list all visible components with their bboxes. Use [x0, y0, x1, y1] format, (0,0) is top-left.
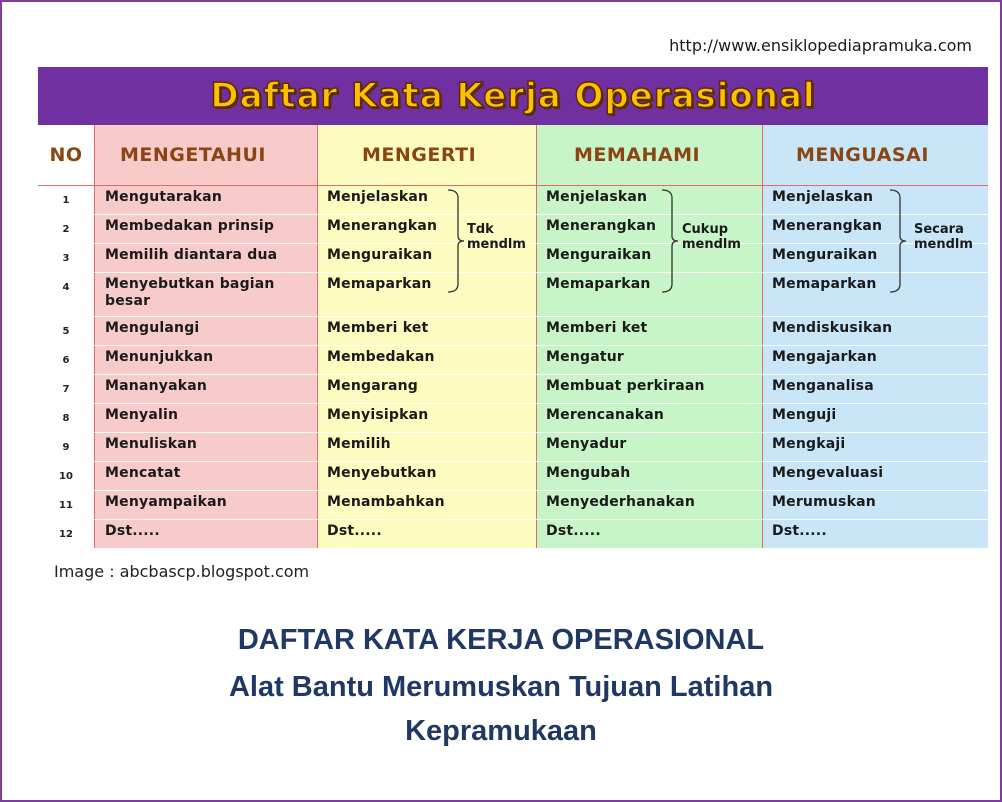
- cell-menguasai: Menguraikan: [772, 247, 878, 263]
- cell-memahami: Menerangkan: [546, 218, 657, 234]
- header-mengerti: MENGERTI: [362, 144, 477, 166]
- cell-memahami: Merencanakan: [546, 407, 665, 423]
- cell-memahami: Mengatur: [546, 349, 625, 365]
- note-memahami: Cukup mendlm: [682, 222, 741, 252]
- row-number: 7: [62, 384, 70, 395]
- cell-memahami: Mengubah: [546, 465, 631, 481]
- row-number: 12: [59, 529, 73, 540]
- caption-title: DAFTAR KATA KERJA OPERASIONAL: [237, 624, 765, 656]
- cell-mengetahui: Mencatat: [105, 465, 181, 481]
- cell-mengetahui: Membedakan prinsip: [105, 218, 275, 234]
- row-number: 10: [59, 471, 73, 482]
- cell-menguasai: Menerangkan: [772, 218, 883, 234]
- table-row: [38, 461, 988, 490]
- row-number: 2: [62, 224, 70, 235]
- brace-mengerti-icon: [446, 188, 466, 294]
- cell-memahami: Membuat perkiraan: [546, 378, 705, 394]
- verb-table: [38, 67, 988, 548]
- cell-mengerti: Memberi ket: [327, 320, 429, 336]
- cell-mengetahui: Menyalin: [105, 407, 179, 423]
- cell-menguasai: Dst.....: [772, 523, 827, 539]
- cell-mengetahui: Mengutarakan: [105, 189, 222, 205]
- table-row: [38, 374, 988, 403]
- row-number: 6: [62, 355, 70, 366]
- image-credit: Image : abcbascp.blogspot.com: [54, 562, 310, 581]
- header-memahami: MEMAHAMI: [574, 144, 701, 166]
- row-number: 4: [62, 282, 70, 293]
- cell-mengerti: Menyebutkan: [327, 465, 437, 481]
- cell-mengetahui: Menunjukkan: [105, 349, 214, 365]
- cell-mengerti: Memaparkan: [327, 276, 432, 292]
- cell-mengerti: Membedakan: [327, 349, 435, 365]
- cell-mengerti: Menguraikan: [327, 247, 433, 263]
- cell-mengetahui: Dst.....: [105, 523, 160, 539]
- cell-mengerti: Memilih: [327, 436, 391, 452]
- cell-mengetahui: Menyebutkan bagian besar: [105, 276, 275, 309]
- header-menguasai: MENGUASAI: [796, 144, 929, 166]
- caption-subtitle-cont: Kepramukaan: [405, 715, 597, 747]
- cell-memahami: Memaparkan: [546, 276, 651, 292]
- note-menguasai: Secara mendlm: [914, 222, 973, 252]
- cell-menguasai: Memaparkan: [772, 276, 877, 292]
- cell-menguasai: Mendiskusikan: [772, 320, 893, 336]
- header-no: NO: [49, 144, 83, 166]
- cell-memahami: Menguraikan: [546, 247, 652, 263]
- cell-mengerti: Mengarang: [327, 378, 419, 394]
- cell-memahami: Dst.....: [546, 523, 601, 539]
- row-number: 9: [62, 442, 70, 453]
- table-row: [38, 185, 988, 214]
- cell-menguasai: Mengkaji: [772, 436, 846, 452]
- table-row: [38, 345, 988, 374]
- cell-memahami: Memberi ket: [546, 320, 648, 336]
- table-row: [38, 316, 988, 345]
- row-number: 11: [59, 500, 73, 511]
- cell-mengerti: Menerangkan: [327, 218, 438, 234]
- cell-mengetahui: Menuliskan: [105, 436, 198, 452]
- row-number: 3: [62, 253, 70, 264]
- cell-mengerti: Menjelaskan: [327, 189, 429, 205]
- cell-mengetahui: Memilih diantara dua: [105, 247, 278, 263]
- cell-memahami: Menjelaskan: [546, 189, 648, 205]
- table-row: [38, 490, 988, 519]
- cell-mengerti: Dst.....: [327, 523, 382, 539]
- source-url[interactable]: http://www.ensiklopediapramuka.com: [669, 36, 972, 55]
- table-row: [38, 403, 988, 432]
- cell-menguasai: Menganalisa: [772, 378, 874, 394]
- brace-menguasai-icon: [888, 188, 908, 294]
- table-row: [38, 432, 988, 461]
- brace-memahami-icon: [660, 188, 680, 294]
- cell-menguasai: Mengevaluasi: [772, 465, 884, 481]
- header-mengetahui: MENGETAHUI: [120, 144, 266, 166]
- note-mengerti: Tdk mendlm: [467, 222, 526, 252]
- cell-menguasai: Merumuskan: [772, 494, 876, 510]
- row-number: 1: [62, 195, 70, 206]
- cell-mengetahui: Mananyakan: [105, 378, 208, 394]
- cell-mengerti: Menyisipkan: [327, 407, 429, 423]
- table-row: [38, 519, 988, 549]
- cell-memahami: Menyadur: [546, 436, 627, 452]
- cell-menguasai: Menguji: [772, 407, 837, 423]
- cell-memahami: Menyederhanakan: [546, 494, 695, 510]
- cell-mengerti: Menambahkan: [327, 494, 445, 510]
- cell-menguasai: Mengajarkan: [772, 349, 877, 365]
- cell-mengetahui: Menyampaikan: [105, 494, 227, 510]
- table-row: [38, 272, 988, 316]
- caption-subtitle: Alat Bantu Merumuskan Tujuan Latihan: [228, 671, 774, 703]
- cell-menguasai: Menjelaskan: [772, 189, 874, 205]
- cell-mengetahui: Mengulangi: [105, 320, 200, 336]
- row-number: 5: [62, 326, 70, 337]
- banner-title: Daftar Kata Kerja Operasional: [210, 76, 816, 116]
- table-banner: [38, 67, 988, 125]
- row-number: 8: [62, 413, 70, 424]
